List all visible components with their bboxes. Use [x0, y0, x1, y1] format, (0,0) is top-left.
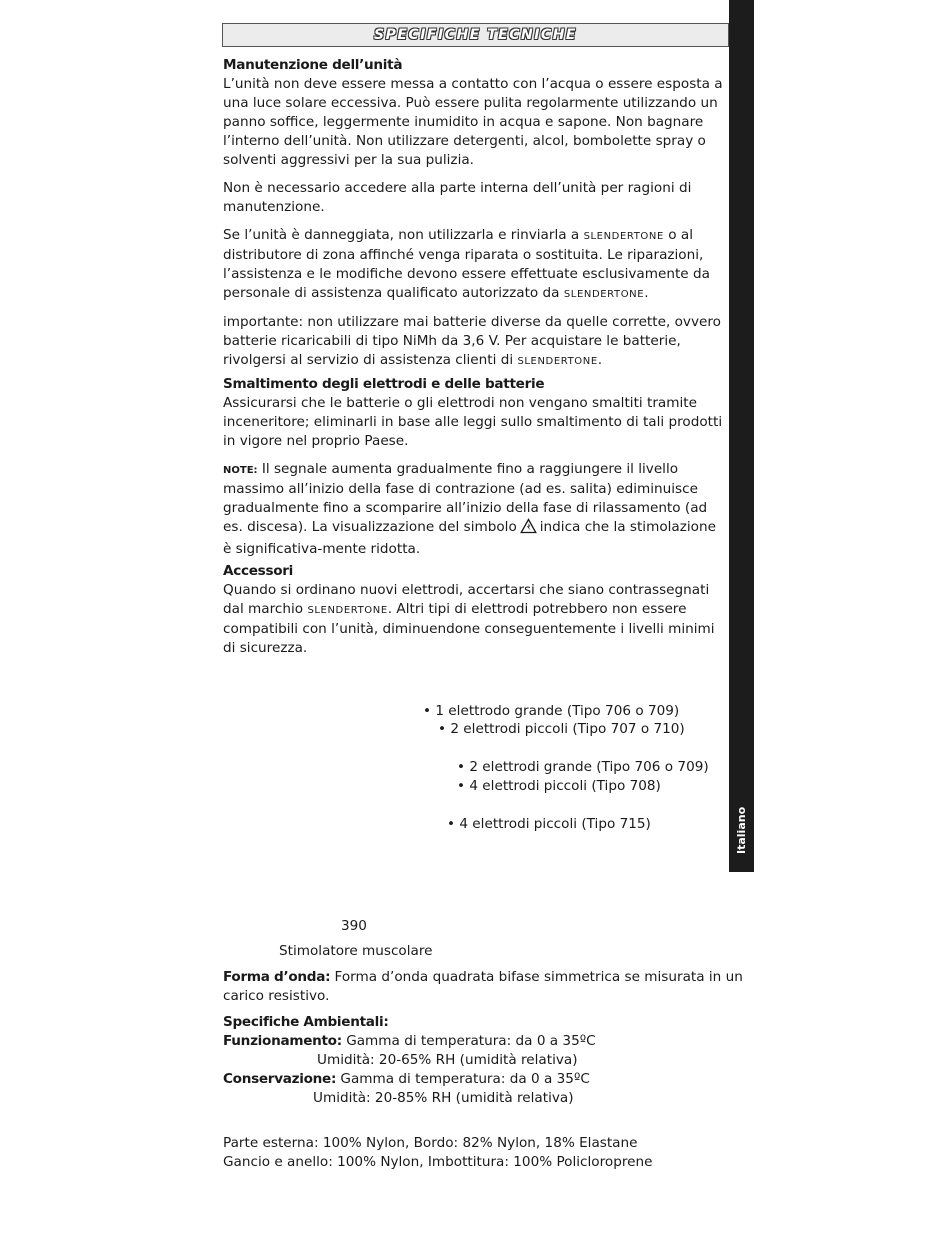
accessories-heading: Accessori [223, 563, 294, 579]
side-tab-bar [729, 0, 754, 872]
maintenance-paragraph-3 [223, 226, 723, 304]
electrode-list-item: • 4 elettrodi piccoli (Tipo 708) [457, 778, 661, 794]
maintenance-paragraph-1: L’unità non deve essere messa a contatto con l’acqua o essere esposta a una luce solare eccessiva. Può essere pulita regolarmente utilizzando un panno soffice, leggermente inumidito in acqua e sapone. Non bagnare l’interno dell’unità. Non utilizzare detergenti, alcol, bombolette spray o solventi aggressivi per la sua pulizia. [223, 76, 723, 168]
text-segment: importante: non utilizzare mai batterie diverse da quelle corrette, ovvero batterie ricaricabili di tipo NiMh da 3,6 V. Per acquistare le batterie, rivolgersi al servizio di assistenza clienti di [223, 314, 721, 368]
text-segment: o al distributore di zona affinché venga riparata o sostituita. Le riparazioni, l’assistenza e le modifiche devono essere effettuate esclusivamente da personale di assistenza qualificato autorizzato da [223, 227, 710, 301]
accessories-section [223, 562, 723, 658]
text-segment: . [644, 285, 649, 301]
text-segment: Gamma di temperatura: da 0 a 35ºC [341, 1033, 596, 1049]
storage-label: Conservazione: [223, 1071, 337, 1087]
language-tab-label: Italiano [735, 806, 748, 854]
electrode-list-item: • 1 elettrodo grande (Tipo 706 o 709) [423, 703, 680, 719]
note-paragraph [223, 460, 723, 559]
accessories-paragraph [223, 581, 723, 658]
battery-warning-paragraph [223, 313, 723, 371]
maintenance-paragraph-2: Non è necessario accedere alla parte interna dell’unità per ragioni di manutenzione. [223, 180, 692, 215]
text-segment: Gamma di temperatura: da 0 a 35ºC [336, 1071, 590, 1087]
electrode-list-item: • 2 elettrodi piccoli (Tipo 707 o 710) [438, 721, 685, 737]
electrode-list-item: • 4 elettrodi piccoli (Tipo 715) [447, 816, 651, 832]
storage-line [223, 1070, 590, 1089]
materials-line-2: Gancio e anello: 100% Nylon, Imbottitura: 100% Policloroprene [223, 1154, 653, 1170]
electrode-list-item: • 2 elettrodi grande (Tipo 706 o 709) [457, 759, 709, 775]
text-segment: . [597, 352, 603, 368]
disposal-heading: Smaltimento degli elettrodi e delle batterie [223, 376, 545, 392]
text-segment: . Altri tipi di elettrodi potrebbero non essere compatibili con l’unità, diminuendone conseguentemente i livelli minimi di sicurezza. [223, 601, 715, 656]
brand-name: SLENDERTONE [517, 356, 598, 367]
model-number: 390 [341, 918, 367, 934]
text-segment: Forma d’onda quadrata bifase simmetrica se misurata in un [330, 969, 743, 985]
disposal-section [223, 375, 723, 559]
page-header: SPECIFICHE TECNICHE [222, 23, 729, 47]
brand-name: SLENDERTONE [563, 289, 645, 300]
waveform-line [223, 968, 743, 987]
brand-name: SLENDERTONE [583, 231, 664, 242]
device-type: Stimolatore muscolare [279, 943, 433, 959]
storage-humidity: Umidità: 20-85% RH (umidità relativa) [313, 1090, 574, 1106]
maintenance-heading: Manutenzione dell’unità [223, 57, 403, 73]
environment-heading: Specifiche Ambientali: [223, 1014, 389, 1030]
text-segment: indica che la stimolazione è significativa-mente ridotta. [223, 519, 716, 557]
waveform-label: Forma d’onda: [223, 969, 331, 985]
maintenance-section [223, 56, 723, 371]
operation-line [223, 1032, 596, 1051]
operation-humidity: Umidità: 20-65% RH (umidità relativa) [317, 1052, 578, 1068]
text-segment: Il segnale aumenta gradualmente fino a raggiungere il livello massimo all’inizio della fase di contrazione (ad es. salita) ediminuisce gradualmente fino a scomparire all’inizio della fase di rilassamento (ad es. discesa). La visualizzazione del simbolo [223, 461, 708, 535]
disposal-paragraph: Assicurarsi che le batterie o gli elettrodi non vengano smaltiti tramite inceneritore; eliminarli in base alle leggi sullo smaltimento di tali prodotti in vigore nel proprio Paese. [223, 395, 723, 449]
brand-name: SLENDERTONE [307, 605, 388, 616]
note-label: NOTE: [223, 465, 258, 476]
text-segment: Se l’unità è danneggiata, non utilizzarla e rinviarla a [223, 227, 584, 243]
text-segment: Quando si ordinano nuovi elettrodi, accertarsi che siano contrassegnati dal marchio [223, 582, 710, 617]
operation-label: Funzionamento: [223, 1033, 342, 1049]
materials-line-1: Parte esterna: 100% Nylon, Bordo: 82% Nylon, 18% Elastane [223, 1135, 638, 1151]
waveform-line-2: carico resistivo. [223, 988, 330, 1004]
warning-triangle-icon [520, 518, 537, 540]
